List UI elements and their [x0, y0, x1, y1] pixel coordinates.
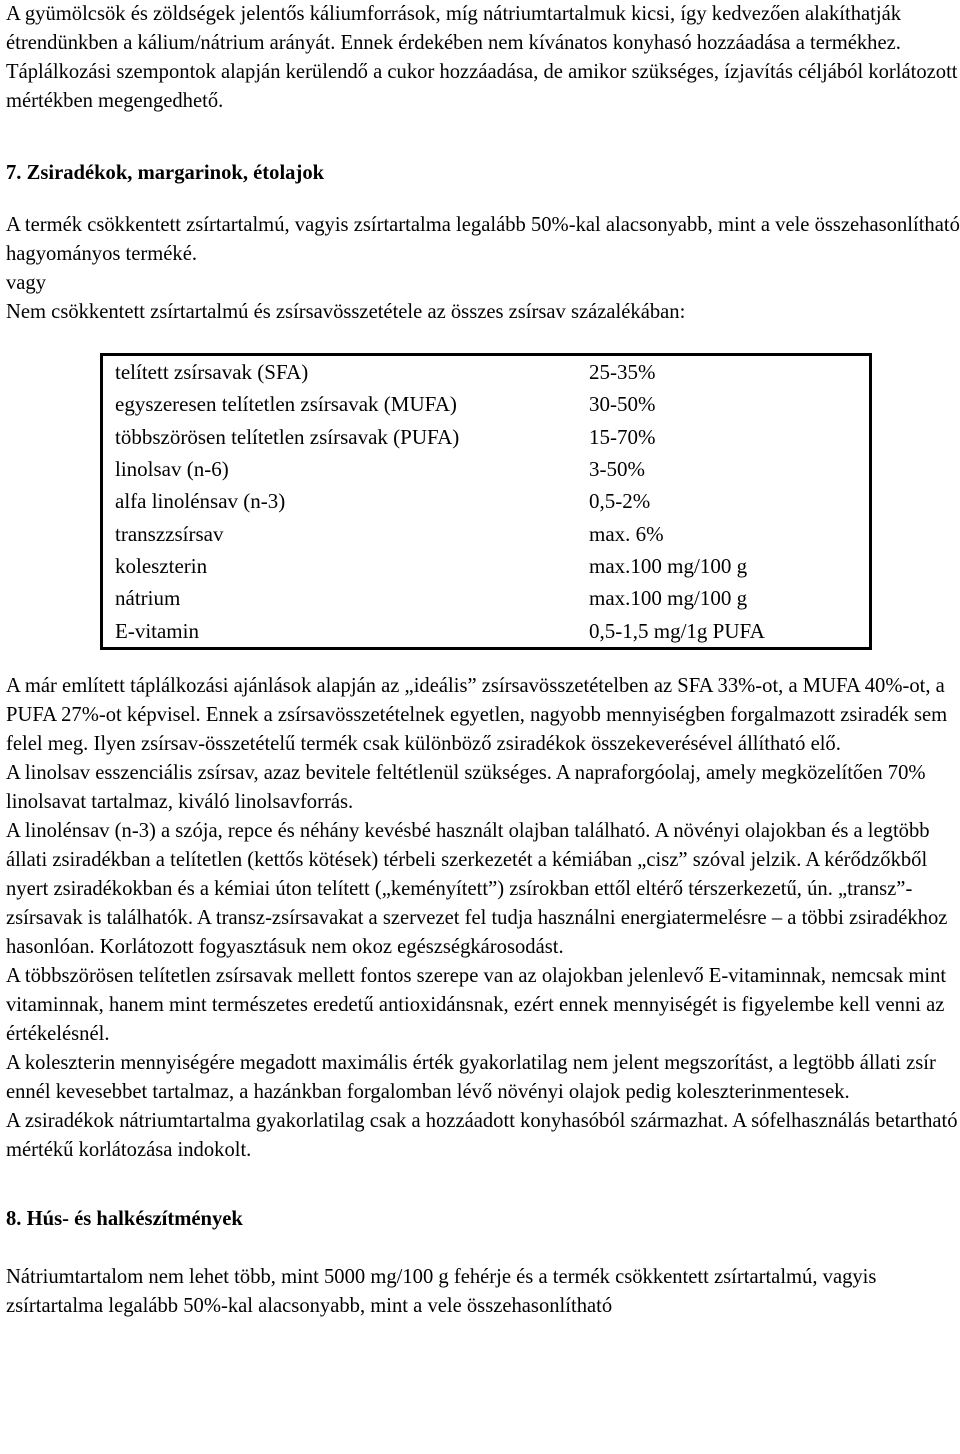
table-cell-value: max.100 mg/100 g	[589, 586, 748, 611]
table-cell-value: max.100 mg/100 g	[589, 553, 748, 578]
table-cell-value: 3-50%	[589, 457, 645, 482]
section-7-title: 7. Zsiradékok, margarinok, étolajok	[6, 162, 325, 184]
table-cell-value: 0,5-1,5 mg/1g PUFA	[589, 618, 765, 643]
table-row	[102, 388, 871, 420]
table-cell-value: 30-50%	[589, 392, 656, 417]
table-row	[102, 582, 871, 614]
table-row	[102, 421, 871, 453]
table-cell-label: nátrium	[115, 586, 181, 611]
table-cell-label: többszörösen telítetlen zsírsavak (PUFA)	[115, 424, 460, 449]
table-row	[102, 485, 871, 517]
table-cell-value: 0,5-2%	[589, 489, 651, 514]
section-7-or: vagy	[6, 272, 47, 294]
section-8-title: 8. Hús- és halkészítmények	[6, 1207, 243, 1230]
table-row	[102, 355, 871, 389]
section-7-paragraph-1: A termék csökkentett zsírtartalmú, vagyis zsírtartalma legalább 50%-kal alacsonyabb, mint a vele összehasonlítható hagyományos terméké.	[6, 214, 960, 265]
table-row	[102, 517, 871, 549]
table-cell-label: koleszterin	[115, 553, 208, 578]
table-cell-label: egyszeresen telítetlen zsírsavak (MUFA)	[115, 392, 457, 417]
table-row	[102, 550, 871, 582]
section-7-paragraph-koleszterin: A koleszterin mennyiségére megadott maximális érték gyakorlatilag nem jelent megszorítást, a legtöbb állati zsír ennél kevesebbet tartalmaz, a hazánkban forgalomban lévő növényi olajok pedig koleszterinmentesek.	[6, 1051, 936, 1103]
fatty-acid-table-wrapper	[100, 353, 960, 650]
table-cell-value: 15-70%	[589, 424, 656, 449]
table-cell-label: linolsav (n-6)	[115, 457, 229, 482]
table-row	[102, 453, 871, 485]
section-7-paragraph-linolsav: A linolsav esszenciális zsírsav, azaz bevitele feltétlenül szükséges. A napraforgóolaj, amely megközelítően 70% linolsavat tartalmaz, kiváló linolsavforrás.	[6, 761, 926, 813]
table-row	[102, 614, 871, 648]
table-cell-value: max. 6%	[589, 521, 664, 546]
table-cell-label: alfa linolénsav (n-3)	[115, 489, 286, 514]
table-cell-value: 25-35%	[589, 360, 656, 385]
fatty-acid-table	[100, 353, 872, 650]
table-cell-label: telített zsírsavak (SFA)	[115, 360, 309, 385]
section-7-paragraph-2: Nem csökkentett zsírtartalmú és zsírsavösszetétele az összes zsírsav százalékában:	[6, 301, 686, 323]
section-8-paragraph-1: Nátriumtartalom nem lehet több, mint 5000 mg/100 g fehérje és a termék csökkentett zsírtartalmú, vagyis zsírtartalma legalább 50%-kal alacsonyabb, mint a vele összehasonlítható	[6, 1265, 877, 1317]
section-7-paragraph-linolensav: A linolénsav (n-3) a szója, repce és néhány kevésbé használt olajban található. A növényi olajokban és a legtöbb állati zsiradékban a telítetlen (kettős kötések) térbeli szerkezetét a kémiában „cisz” szóval jelzik. A kérődzőkből nyert zsiradékokban és a kémiai úton telített („keményített”) zsírokban ettől eltérő térszerkezetű, ún. „transz”-zsírsavak is találhatók. A transz-zsírsavakat a szervezet fel tudja használni energiatermelésre – a többi zsiradékhoz hasonlóan. Korlátozott fogyasztásuk nem okoz egészségkárosodást.	[6, 819, 948, 958]
section-7-paragraph-e-vitamin: A többszörösen telítetlen zsírsavak mellett fontos szerepe van az olajokban jelenlevő E-vitaminnak, nemcsak mint vitaminnak, hanem mint természetes eredetű antioxidánsnak, ezért ennek mennyiségét is figyelembe kell venni az értékelésnél.	[6, 964, 947, 1045]
section-7-paragraph-ideal: A már említett táplálkozási ajánlások alapján az „ideális” zsírsavösszetételben az SFA 33%-ot, a MUFA 40%-ot, a PUFA 27%-ot képvisel. Ennek a zsírsavösszetételnek egyetlen, nagyobb mennyiségben forgalmazott zsiradék sem felel meg. Ilyen zsírsav-összetételű termék csak különböző zsiradékok összekeverésével állítható elő.	[6, 674, 948, 755]
table-cell-label: E-vitamin	[115, 618, 199, 643]
section-7-paragraph-natrium: A zsiradékok nátriumtartalma gyakorlatilag csak a hozzáadott konyhasóból származhat. A sófelhasználás betartható mértékű korlátozása indokolt.	[6, 1109, 958, 1161]
table-cell-label: transzzsírsav	[115, 521, 224, 546]
intro-paragraph: A gyümölcsök és zöldségek jelentős káliumforrások, míg nátriumtartalmuk kicsi, így kedvezően alakíthatják étrendünkben a kálium/nátrium arányát. Ennek érdekében nem kívánatos konyhasó hozzáadása a termékhez. Táplálkozási szempontok alapján kerülendő a cukor hozzáadása, de amikor szükséges, ízjavítás céljából korlátozott mértékben megengedhető.	[6, 3, 958, 112]
